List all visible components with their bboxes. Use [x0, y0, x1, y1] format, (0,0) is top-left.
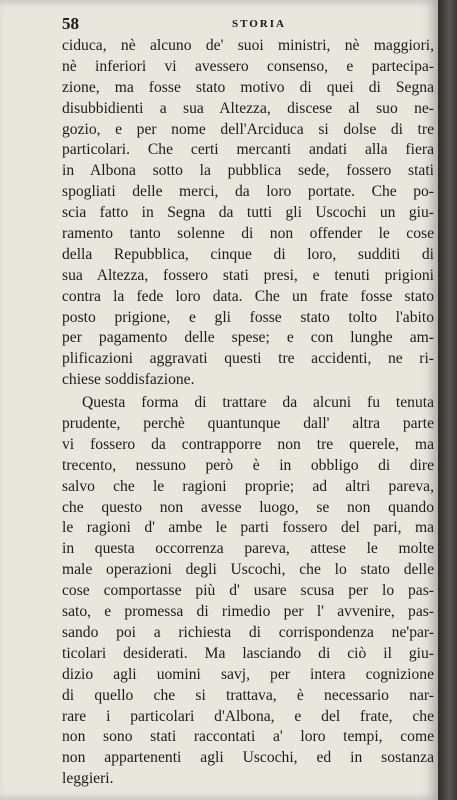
- text-line: male operazioni degli Uscochi, che lo stato delle: [62, 561, 434, 579]
- book-gutter-edge: [438, 0, 457, 800]
- text-line: non appartenenti agli Uscochi, ed in sostanza: [62, 749, 434, 767]
- running-head: STORIA: [232, 18, 286, 30]
- text-line: ticolari desiderati. Ma lasciando di ciò il giu-: [62, 644, 434, 662]
- text-line: salvo che le ragioni proprie; ad altri pareva,: [62, 477, 434, 495]
- text-line: per pagamento delle spese; e con lunghe am-: [62, 329, 434, 347]
- text-line: trecento, nessuno però è in obbligo di dire: [62, 456, 434, 474]
- text-line: che questo non avesse luogo, se non quando: [62, 498, 434, 516]
- text-line: spogliati delle merci, da loro portate. Che po-: [62, 183, 434, 201]
- text-line: chiese soddisfazione.: [62, 371, 195, 389]
- text-line: zione, ma fosse stato motivo di quei di Segna: [62, 78, 434, 96]
- text-line: dizio agli uomini savj, per intera cognizione: [62, 665, 434, 683]
- text-line: sando poi a richiesta di corrispondenza ne'par-: [62, 623, 434, 641]
- text-line: di quello che si trattava, è necessario nar-: [62, 686, 434, 704]
- text-line: nè inferiori vi avessero consenso, e partecipa-: [62, 57, 434, 75]
- text-line: scia fatto in Segna da tutti gli Uscochi un giu-: [62, 204, 434, 222]
- text-line: ramento tanto solenne di non offender le cose: [62, 225, 434, 243]
- text-line: Questa forma di trattare da alcuni fu tenuta: [82, 394, 434, 412]
- text-line: vi fossero da contrapporre non tre querele, ma: [62, 435, 434, 453]
- text-line: posto prigione, e gli fosse stato tolto l'abito: [62, 308, 434, 326]
- text-line: leggieri.: [62, 770, 114, 788]
- text-line: in Albona sotto la pubblica sede, fossero stati: [62, 162, 434, 180]
- text-line: gozio, e per nome dell'Arciduca si dolse di tre: [62, 120, 434, 138]
- page-number: 58: [62, 14, 79, 33]
- text-line: non sono stati raccontati a' loro tempi, come: [62, 728, 434, 746]
- text-line: sato, e promessa di rimedio per l' avvenire, pas-: [62, 603, 434, 621]
- text-line: le ragioni d' ambe le parti fossero del pari, ma: [62, 519, 434, 537]
- text-line: in questa occorrenza pareva, attese le molte: [62, 540, 434, 558]
- page-header: [62, 14, 412, 36]
- text-line: plificazioni aggravati questi tre accidenti, ne ri-: [62, 350, 434, 368]
- text-line: sua Altezza, fossero stati presi, e tenuti prigioni: [62, 266, 434, 284]
- text-line: rare i particolari d'Albona, e del frate, che: [62, 707, 434, 725]
- text-line: disubbidienti a sua Altezza, discese al suo ne-: [62, 99, 434, 117]
- text-line: della Repubblica, cinque di loro, sudditi di: [62, 245, 434, 263]
- body-text: [62, 36, 434, 790]
- text-line: prudente, perchè quantunque dall' altra parte: [62, 415, 434, 433]
- text-line: ciduca, nè alcuno de' suoi ministri, nè maggiori,: [62, 37, 434, 54]
- text-line: particolari. Che certi mercanti andati alla fiera: [62, 141, 434, 159]
- text-line: cose comportasse più d' usare scusa per lo pas-: [62, 582, 434, 600]
- text-line: contra la fede loro data. Che un frate fosse stato: [62, 287, 434, 305]
